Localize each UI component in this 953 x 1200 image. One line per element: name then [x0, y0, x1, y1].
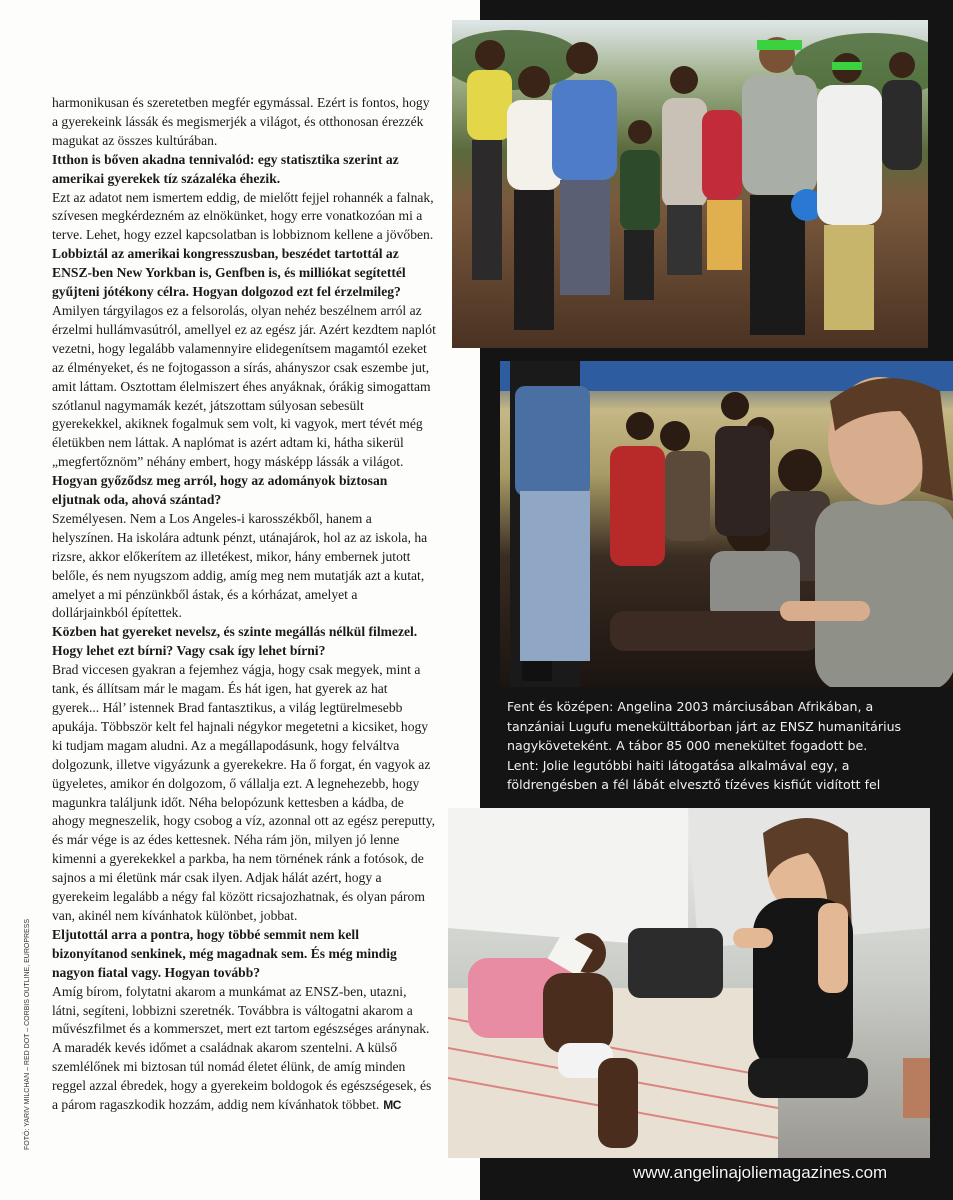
photo-caption	[507, 697, 917, 795]
interview-question: Lobbiztál az amerikai kongresszusban, beszédet tartottál az ENSZ-ben New Yorkban is, Genfben is, és milliókat segítettél gyűjteni jótékony célra. Hogyan dolgozod ezt fel érzelmileg?	[52, 246, 406, 300]
answer-paragraph	[52, 983, 436, 1115]
end-mark: MC	[383, 1098, 401, 1113]
answer-paragraph: Amilyen tárgyilagos ez a felsorolás, olyan nehéz beszélnem arról az érzelmi hullámvasútról, amellyel ez az egész jár. Azért kezdtem naplót vezetni, hogy legalább valamennyire elidegenítsem magamtól ezeket az élményeket, és ne fojtogasson a sírás, ahányszor csak eszembe jut, amit láttam. Osztottam élelmiszert éhes anyáknak, órákig simogattam szótlanul nagymamák kezét, játszottam súlyosan sebesült gyerekekkel, akiknek fogalmuk sem volt, ki vagyok, mert tévét még életükben nem láttak. A naplómat is azért adtam ki, hátha sikerül „megfertőznöm” néhány embert, hogy másképp lássák a világot.	[52, 302, 436, 470]
interview-question: Hogyan győződsz meg arról, hogy az adományok biztosan eljutnak oda, ahová szántad?	[52, 473, 388, 508]
answer-paragraph: Személyesen. Nem a Los Angeles-i karosszékből, hanem a helyszínen. Ha iskolára adtunk pénzt, utánajárok, hol az az iskola, ha rizsre, akkor előkerítem az illetékest, mikor, hány embernek jutott belőle, és nem nyugszom addig, amíg meg nem mutatják azt a kutat, amelyet a mi pénzünkből ástak, és a kórházat, amelyet a dollárjainkból építettek.	[52, 510, 428, 621]
photo-haiti-hospital-tent	[448, 808, 930, 1158]
website-watermark: www.angelinajoliemagazines.com	[633, 1163, 888, 1182]
photo-outdoor-children-game	[452, 20, 928, 348]
interview-question: Eljutottál arra a pontra, hogy többé semmit nem kell bizonyítanod senkinek, még magadnak sem. És még mindig nagyon fiatal vagy. Hogyan tovább?	[52, 926, 397, 980]
answer-paragraph: Ezt az adatot nem ismertem eddig, de mielőtt fejjel rohannék a falnak, szívesen megkérdezném az elnökünket, hogy erre vonatkozóan mi a terve. Lehet, hogy ezzel kapcsolatban is lobbiznom kellene a jövőben.	[52, 189, 434, 243]
caption-top-middle: Fent és középen: Angelina 2003 márciusában Afrikában, a tanzániai Lugufu menekülttáborban járt az ENSZ humanitárius nagyköveteként. A tábor 85 000 menekültet fogadott be.	[507, 699, 902, 754]
interview-question: Közben hat gyereket nevelsz, és szinte megállás nélkül filmezel. Hogy lehet ezt bírni? Vagy csak így lehet bírni?	[52, 624, 418, 659]
answer-paragraph: Brad viccesen gyakran a fejemhez vágja, hogy csak megyek, mint a tank, és állítsam már le magam. És hát igen, hat gyerek az hat gyerek... Hál’ istennek Brad fantasztikus, a világ legtürelmesebb apukája. Többször kelt fel hajnali négykor megetetni a kicsiket, hogy ki tudjam magam aludni. Az a megállapodásunk, hogy felváltva dolgozunk, illetve vigyázunk a gyerekekre. Ha ő forgat, én vagyok az ügyeletes, amikor én dolgozom, ő vállalja ezt. A legnehezebb, hogy magunkra találjunk időt. Néha belopózunk kettesben a kádba, de ahogy megneszelik, hogy csobog a víz, azonnal ott az egész pereputty, és már vége is az édes kettesnek. Néha rám jön, milyen jó lenne kimenni a gyerekekkel a parkba, ha nem törnének ránk a fotósok, de sajnos a mi életünk már csak ilyen. Adjak hálát azért, hogy a gyerekeim legalább a négy fal között ricsajozhatnak, és olyan párom van, akinél nem kívánhatok különbet, jobbat.	[52, 662, 436, 923]
caption-bottom: Lent: Jolie legutóbbi haiti látogatása alkalmával egy, a földrengésben a fél lábát elvesztő tízéves kisfiút vidított fel	[507, 757, 881, 793]
answer-paragraph: harmonikusan és szeretetben megfér egymással. Ezért is fontos, hogy a gyerekeink lássák és megismerjék a világot, és otthonosan érezzék magukat az összes kultúrában.	[52, 95, 430, 148]
photo-refugee-camp-children	[500, 361, 953, 687]
photo-credit: FOTÓ: YARIV MILCHAN – RED DOT – CORBIS OUTLINE, EUROPRESS	[24, 918, 31, 1150]
answer-text: Amíg bírom, folytatni akarom a munkámat az ENSZ-ben, utazni, látni, segíteni, lobbizni szeretnék. Továbbra is váltogatni akarom a művészfilmet és a kommerszet, mert ezt tartom egészséges aránynak. A maradék kevés időmet a családnak akarom szentelni. A külső szemlélőnek mi biztosan túl nomád életet élünk, de amíg minden reggel azzal ébredek, hogy a gyerekeim boldogok és egészségesek, és a párom ragaszkodik hozzám, addig nem kívánhatok többet.	[52, 983, 432, 1113]
article-body	[52, 94, 436, 1115]
interview-question: Itthon is bőven akadna tennivalód: egy statisztika szerint az amerikai gyerekek tíz százaléka éhezik.	[52, 151, 399, 186]
